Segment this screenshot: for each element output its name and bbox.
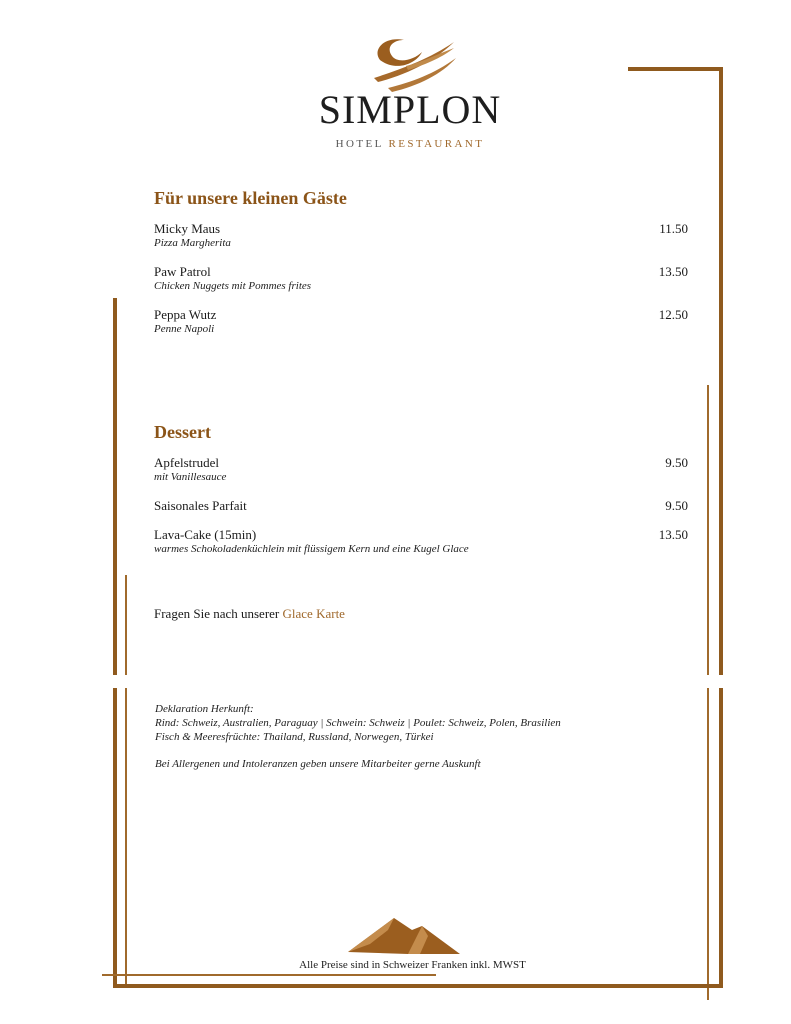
simplon-logo-mark <box>358 30 462 94</box>
item-description: mit Vanillesauce <box>154 471 227 483</box>
menu-item <box>154 221 688 255</box>
frame-left-outer-lower <box>113 688 117 986</box>
frame-bottom-inner <box>102 974 436 976</box>
declaration-fish: Fisch & Meeresfrüchte: Thailand, Russland, Norwegen, Türkei <box>155 731 434 743</box>
item-description: Pizza Margherita <box>154 237 231 249</box>
declaration-meat: Rind: Schweiz, Australien, Paraguay | Schwein: Schweiz | Poulet: Schweiz, Polen, Brasilien <box>155 717 561 729</box>
allergen-note: Bei Allergenen und Intoleranzen geben unsere Mitarbeiter gerne Auskunft <box>155 758 481 770</box>
frame-bottom-outer <box>113 984 723 988</box>
item-name: Saisonales Parfait <box>154 498 247 513</box>
item-name: Paw Patrol <box>154 264 211 279</box>
brand-subtitle-hotel: HOTEL <box>335 138 384 150</box>
item-price: 9.50 <box>665 498 688 513</box>
item-name: Lava-Cake (15min) <box>154 527 257 542</box>
menu-item <box>154 307 688 341</box>
section-title-kids: Für unsere kleinen Gäste <box>154 188 347 208</box>
item-name: Peppa Wutz <box>154 307 217 322</box>
brand-subtitle-restaurant: RESTAURANT <box>388 138 485 150</box>
frame-left-inner-lower <box>125 688 127 988</box>
item-price: 13.50 <box>658 527 688 542</box>
glace-hint <box>154 606 345 622</box>
glace-karte-link[interactable]: Glace Karte <box>282 606 345 621</box>
mountain-icon <box>348 916 460 956</box>
footer-price-note: Alle Preise sind in Schweizer Franken inkl. MWST <box>299 959 526 971</box>
item-description: Chicken Nuggets mit Pommes frites <box>154 280 312 292</box>
menu-item <box>154 527 688 561</box>
item-description: warmes Schokoladenküchlein mit flüssigem Kern und eine Kugel Glace <box>154 543 469 555</box>
glace-hint-text: Fragen Sie nach unserer <box>154 606 283 621</box>
item-price: 9.50 <box>665 455 688 470</box>
frame-top-right <box>628 67 723 71</box>
menu-item <box>154 455 688 489</box>
brand-name: SIMPLON <box>318 87 502 132</box>
menu-item <box>154 264 688 298</box>
frame-left-outer <box>113 298 117 675</box>
item-name: Apfelstrudel <box>154 455 219 470</box>
frame-right-inner <box>707 385 709 675</box>
frame-right-outer-lower <box>719 688 723 988</box>
frame-right-inner-lower <box>707 688 709 1000</box>
item-description: Penne Napoli <box>154 323 215 335</box>
brand-subtitle <box>300 138 520 150</box>
item-price: 11.50 <box>659 221 688 236</box>
frame-left-inner <box>125 575 127 675</box>
item-price: 12.50 <box>658 307 688 322</box>
section-title-dessert: Dessert <box>154 422 211 442</box>
declaration-heading: Deklaration Herkunft: <box>155 703 254 715</box>
item-name: Micky Maus <box>154 221 221 236</box>
item-price: 13.50 <box>658 264 688 279</box>
frame-right-outer <box>719 67 723 675</box>
